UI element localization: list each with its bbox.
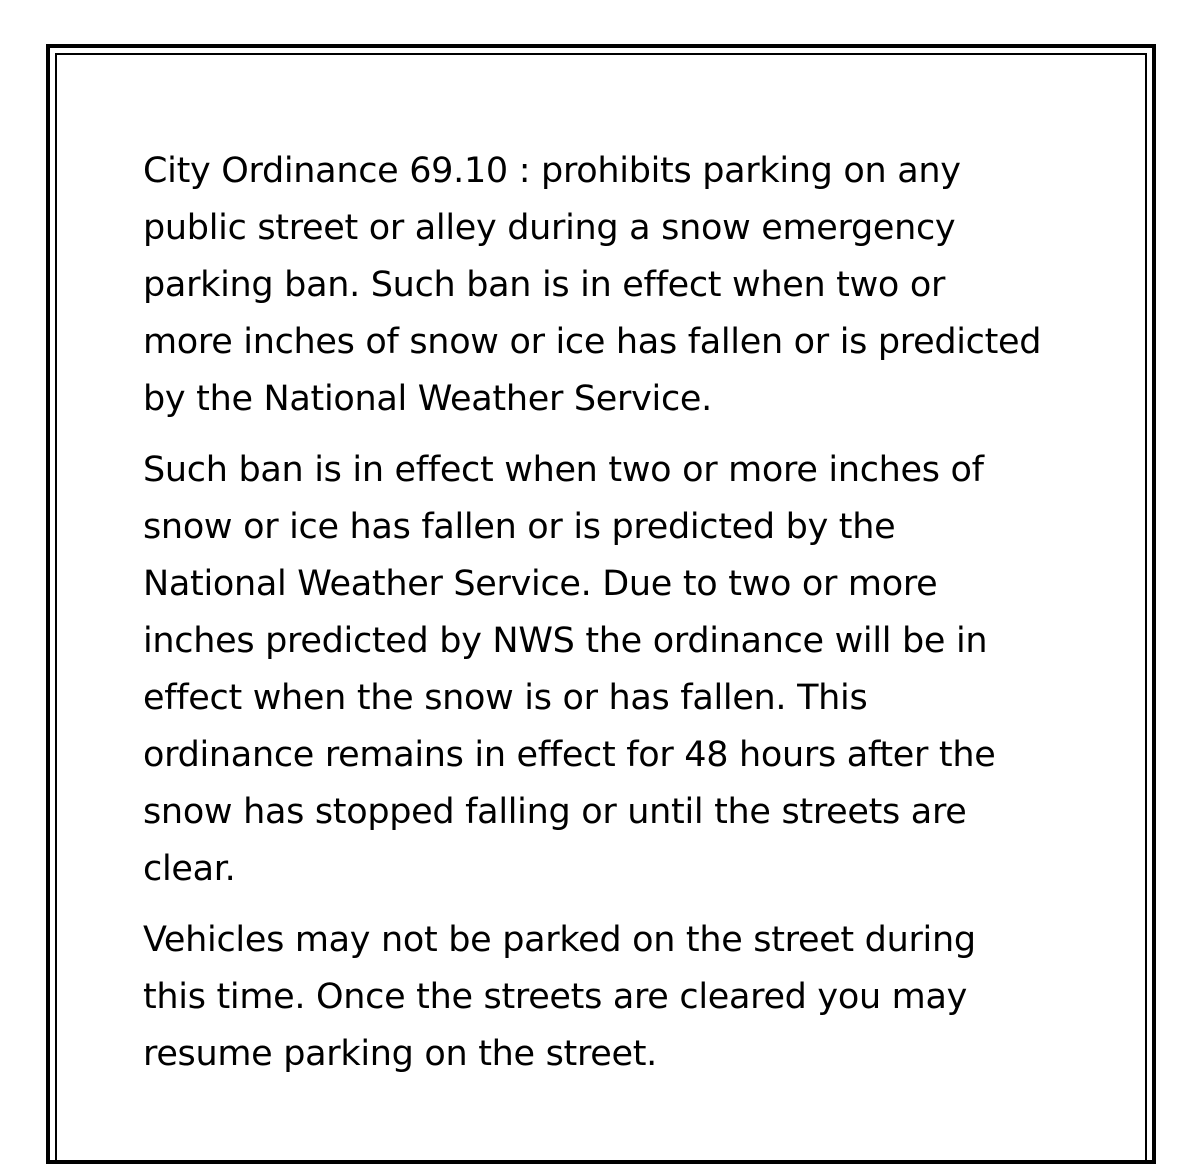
ordinance-paragraph-1: City Ordinance 69.10 : prohibits parking on any public street or alley during a snow emergency parking ban. Such ban is in effect when two or more inches of snow or ice has fallen or is predicted by the National Weather Service. [143,151,1042,419]
ordinance-paragraph-3: Vehicles may not be parked on the street during this time. Once the streets are cleared you may resume parking on the street. [143,920,976,1074]
ordinance-notice-text [143,143,1073,1097]
ordinance-paragraph-2: Such ban is in effect when two or more inches of snow or ice has fallen or is predicted by the National Weather Service. Due to two or more inches predicted by NWS the ordinance will be in effect when the snow is or has fallen. This ordinance remains in effect for 48 hours after the snow has stopped falling or until the streets are clear. [143,450,996,889]
